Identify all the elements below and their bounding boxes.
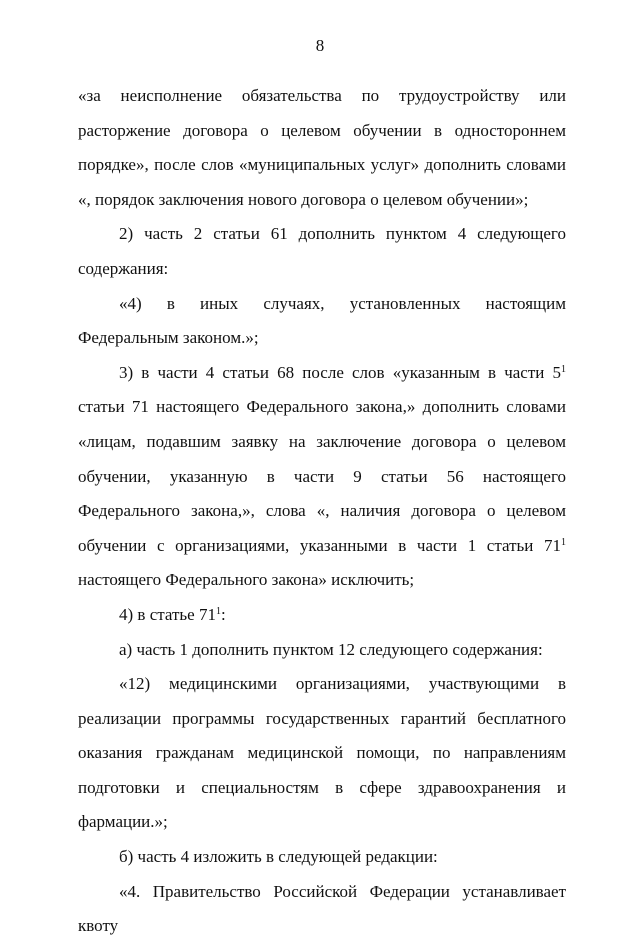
paragraph-subitem-b: б) часть 4 изложить в следующей редакции: [119, 847, 438, 867]
paragraph-item-3-text-b: статьи 71 настоящего Федерального закона,» дополнить словами «лицам, подавшим заявку на заключение договора о целевом обучении, указанную в части 9 статьи 56 настоящего Федерального закона,», слова «, наличия договора о целевом обучении с организациями, указанными в части 1 статьи 71 [78, 397, 566, 555]
superscript: 1 [561, 536, 566, 548]
superscript: 1 [215, 605, 221, 617]
paragraph-continuation: «за неисполнение обязательства по трудоустройству или расторжение договора о целевом обучении в одностороннем порядке», после слов «муниципальных услуг» дополнить словами «, порядок заключения нового договора о целевом обучении»; [78, 86, 566, 209]
paragraph-subitem-b-quote: «4. Правительство Российской Федерации устанавливает квоту [78, 881, 566, 936]
document-body [78, 79, 566, 944]
superscript: 1 [561, 363, 566, 375]
paragraph-item-2-quote: «4) в иных случаях, установленных настоящим Федеральным законом.»; [78, 293, 566, 348]
paragraph-item-3-text-c: настоящего Федерального закона» исключить; [78, 570, 415, 590]
paragraph-subitem-a: а) часть 1 дополнить пунктом 12 следующего содержания: [119, 639, 543, 659]
paragraph-item-3 [78, 356, 566, 598]
paragraph-subitem-a-quote: «12) медицинскими организациями, участвующими в реализации программы государственных гарантий бесплатного оказания гражданам медицинской помощи, по направлениям подготовки и специальностям в сфере здравоохранения и фармации.»; [78, 674, 566, 832]
paragraph-item-2: 2) часть 2 статьи 61 дополнить пунктом 4 следующего содержания: [78, 224, 566, 278]
paragraph-item-4-text-b: : [220, 604, 226, 624]
page-number: 8 [315, 36, 325, 55]
paragraph-item-3-text-a: 3) в части 4 статьи 68 после слов «указанным в части 5 [119, 362, 561, 382]
paragraph-item-4-text-a: 4) в статье 71 [119, 604, 216, 624]
paragraph-item-4 [78, 598, 566, 633]
